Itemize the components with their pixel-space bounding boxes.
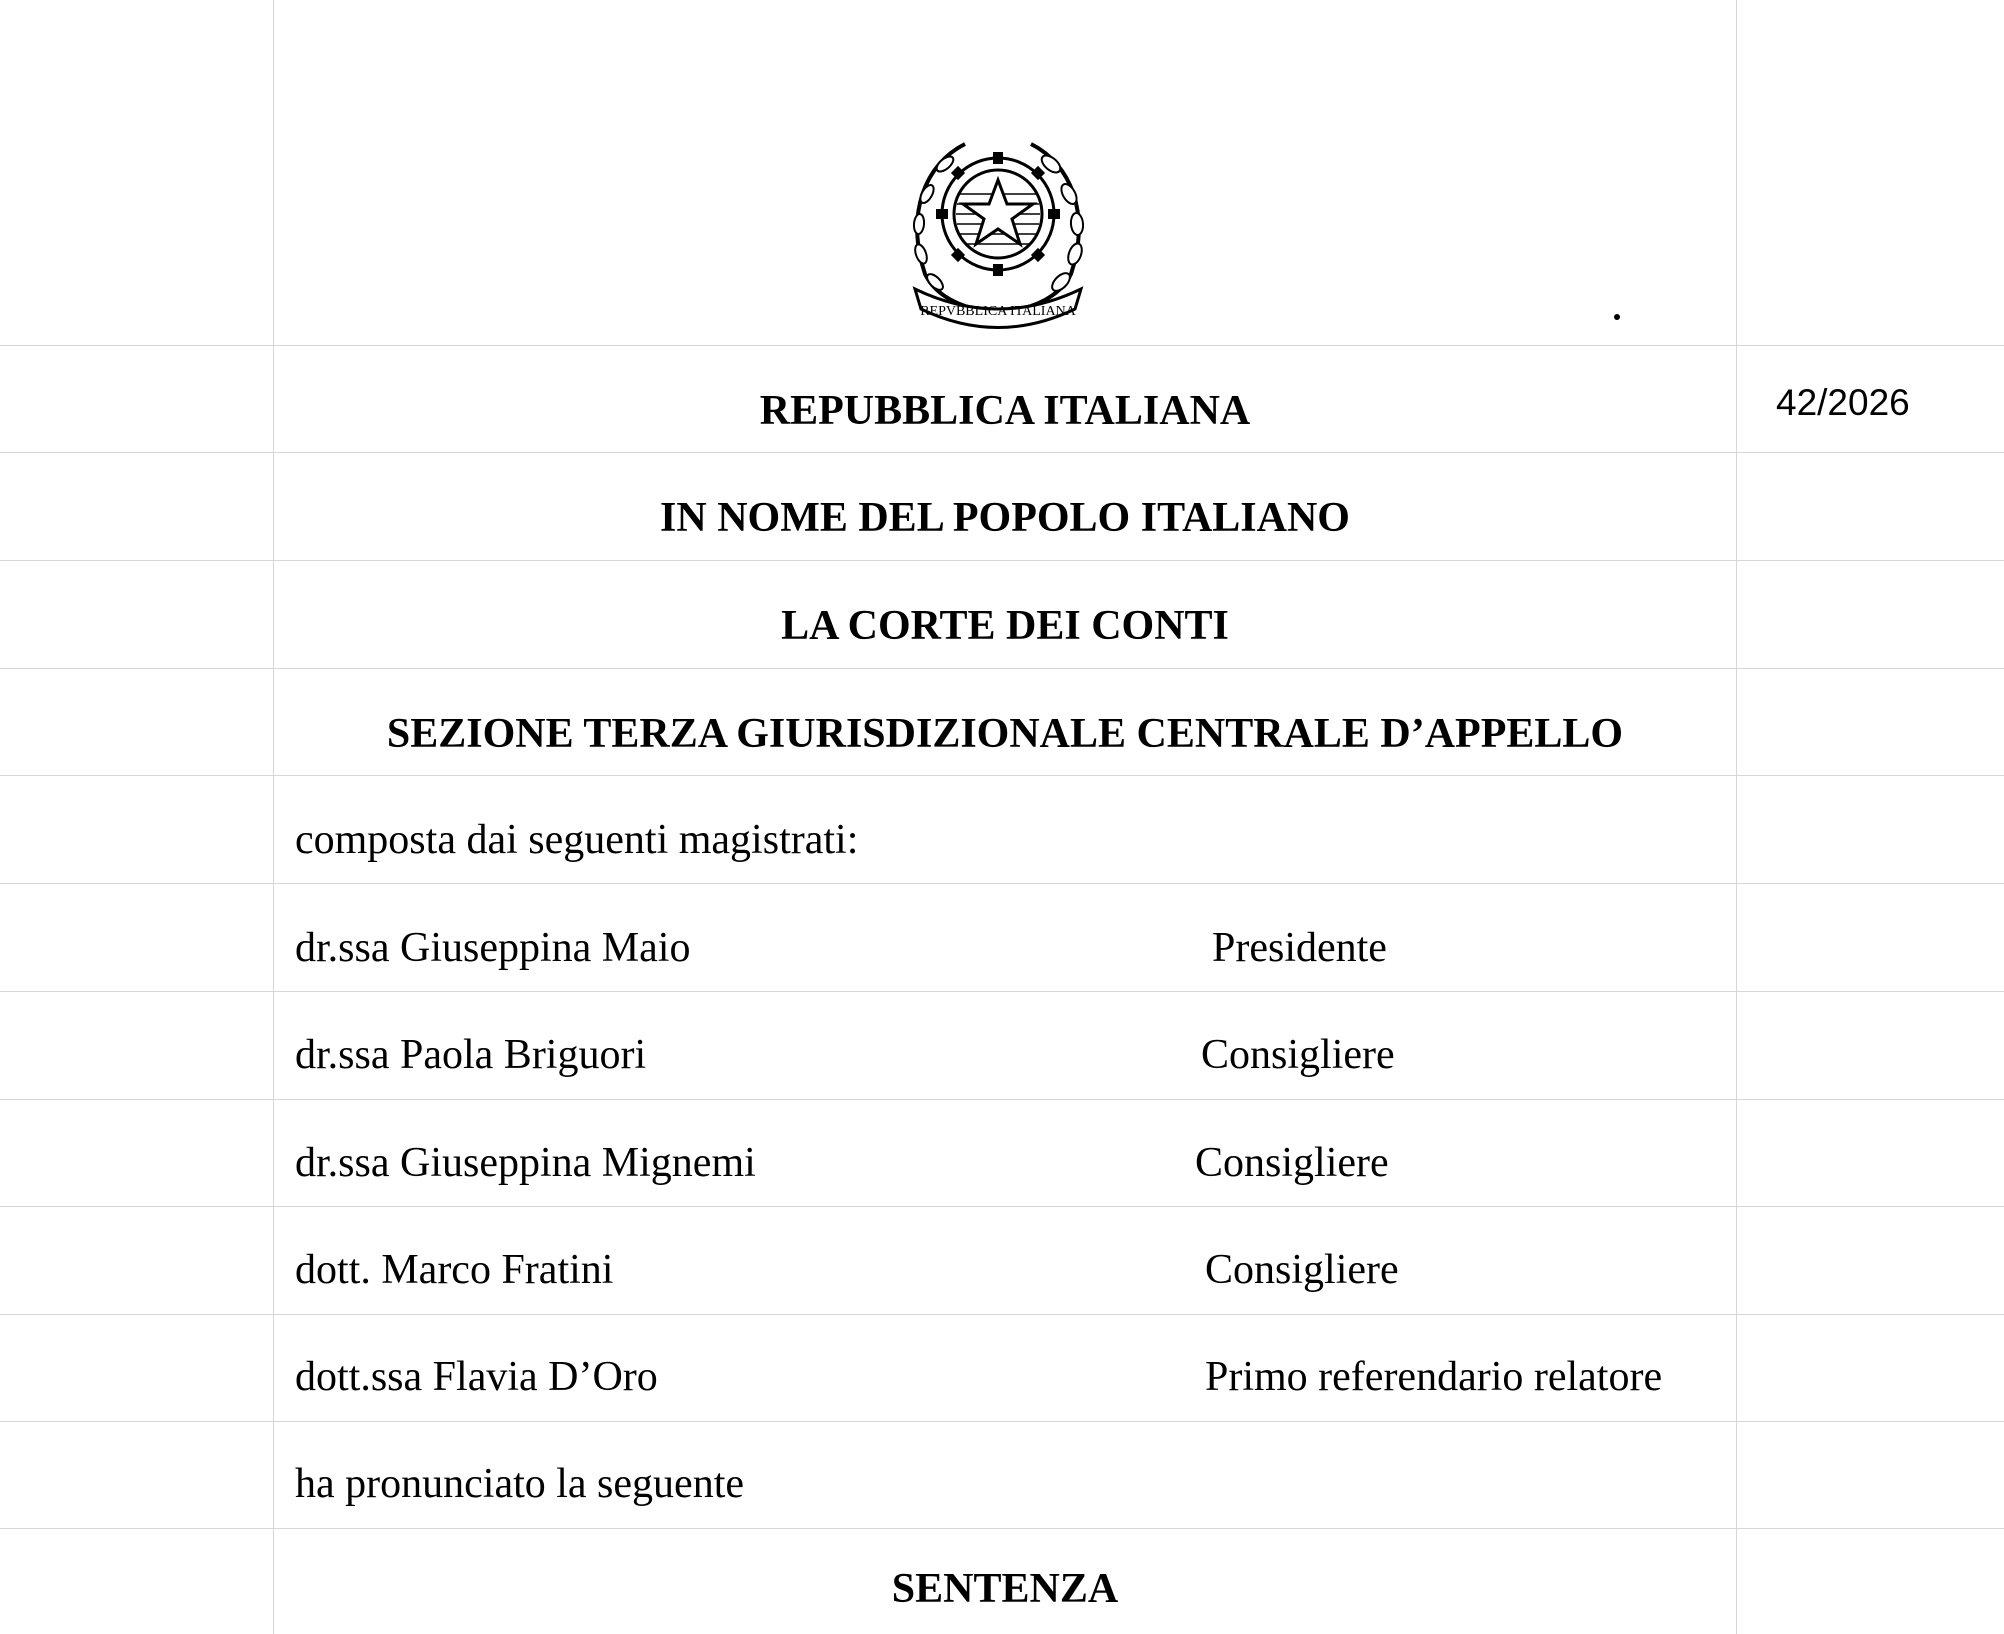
magistrate-role: Consigliere [1195,1140,1389,1186]
row-divider [0,345,2004,346]
stray-dot [1614,314,1620,320]
row-divider [0,452,2004,453]
magistrate-role: Presidente [1212,925,1387,971]
row-divider [0,1421,2004,1422]
document-number: 42/2026 [1776,382,1910,423]
emblem-motto: REPVBBLICA ITALIANA [920,304,1076,319]
magistrate-name: dott.ssa Flavia D’Oro [295,1354,658,1400]
magistrate-name: dr.ssa Giuseppina Mignemi [295,1140,756,1186]
magistrate-name: dr.ssa Giuseppina Maio [295,925,691,971]
row-divider [0,1206,2004,1207]
header-court: LA CORTE DEI CONTI [781,603,1229,649]
row-divider [0,883,2004,884]
composition-intro: composta dai seguenti magistrati: [295,817,859,863]
magistrate-name: dott. Marco Fratini [295,1247,614,1293]
right-margin-line [1736,0,1737,1634]
row-divider [0,1528,2004,1529]
magistrate-role: Primo referendario relatore [1205,1354,1663,1400]
row-divider [0,1314,2004,1315]
row-divider [0,560,2004,561]
header-republic: REPUBBLICA ITALIANA [759,388,1251,434]
magistrate-role: Consigliere [1205,1247,1399,1293]
magistrate-role: Consigliere [1201,1032,1395,1078]
left-margin-line [273,0,274,1634]
row-divider [0,991,2004,992]
republic-emblem-icon [905,124,1091,330]
magistrate-name: dr.ssa Paola Briguori [295,1032,647,1078]
row-divider [0,668,2004,669]
header-people: IN NOME DEL POPOLO ITALIANO [660,495,1350,541]
row-divider [0,775,2004,776]
row-divider [0,1099,2004,1100]
header-section: SEZIONE TERZA GIURISDIZIONALE CENTRALE D’APPELLO [386,711,1624,757]
sentence-title: SENTENZA [891,1566,1119,1612]
pronounced-line: ha pronunciato la seguente [295,1461,744,1507]
